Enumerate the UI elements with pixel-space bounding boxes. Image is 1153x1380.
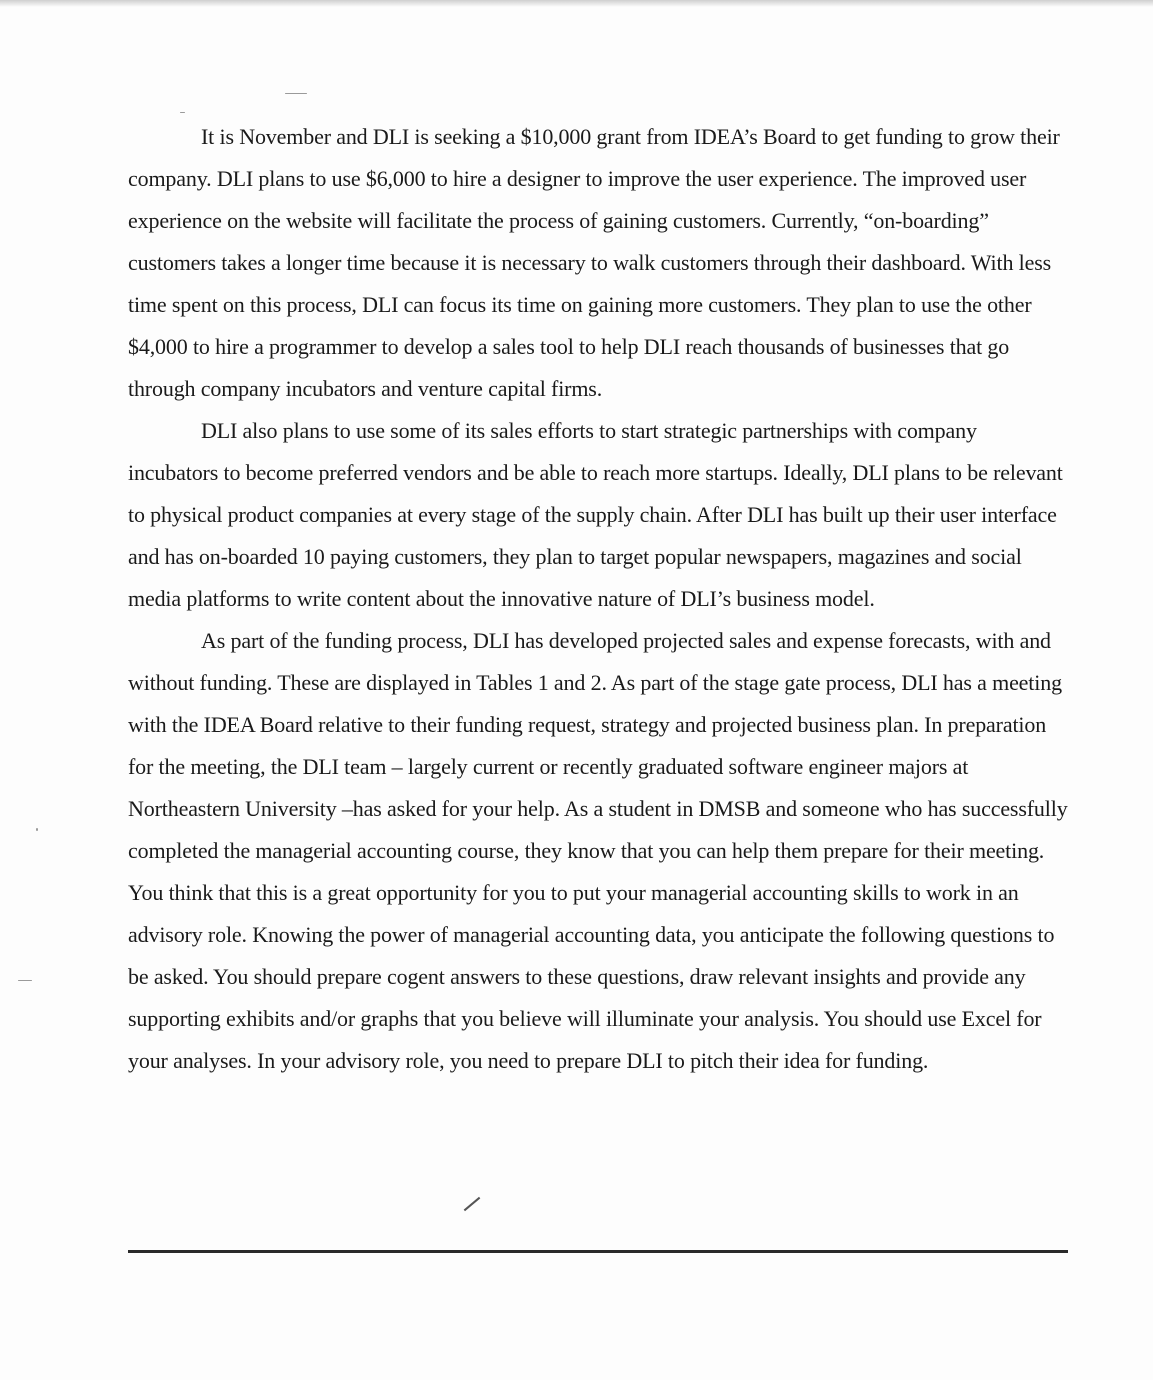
- paragraph-funding-process: As part of the funding process, DLI has developed projected sales and expense forecasts, with and without funding. These are displayed in Tables 1 and 2. As part of the stage gate process, DLI has a meeting with the IDEA Board relative to their funding request, strategy and projected business plan. In preparation for the meeting, the DLI team – largely current or recently graduated software engineer majors at Northeastern University –has asked for your help. As a student in DMSB and someone who has successfully completed the managerial accounting course, they know that you can help them prepare for their meeting. You think that this is a great opportunity for you to put your managerial accounting skills to work in an advisory role. Knowing the power of managerial accounting data, you anticipate the following questions to be asked. You should prepare cogent answers to these questions, draw relevant insights and provide any supporting exhibits and/or graphs that you believe will illuminate your analysis. You should use Excel for your analyses. In your advisory role, you need to prepare DLI to pitch their idea for funding.: [128, 628, 1068, 1073]
- paragraph-strategic-plans: DLI also plans to use some of its sales efforts to start strategic partnerships with company incubators to become preferred vendors and be able to reach more startups. Ideally, DLI plans to be relevant to physical product companies at every stage of the supply chain. After DLI has built up their user interface and has on-boarded 10 paying customers, they plan to target popular newspapers, magazines and social media platforms to write content about the innovative nature of DLI’s business model.: [128, 418, 1063, 611]
- paragraph-funding-request: It is November and DLI is seeking a $10,000 grant from IDEA’s Board to get funding to grow their company. DLI plans to use $6,000 to hire a designer to improve the user experience. The improved user experience on the website will facilitate the process of gaining customers. Currently, “on-boarding” customers takes a longer time because it is necessary to walk customers through their dashboard. With less time spent on this process, DLI can focus its time on gaining more customers. They plan to use the other $4,000 to hire a programmer to develop a sales tool to help DLI reach thousands of businesses that go through company incubators and venture capital firms.: [128, 124, 1060, 401]
- scan-top-edge: [0, 0, 1153, 7]
- scan-speck: [18, 980, 32, 981]
- scan-speck: [285, 93, 307, 94]
- scan-speck: [36, 828, 38, 831]
- document-body: [128, 116, 1068, 1082]
- bottom-rule: [128, 1250, 1068, 1253]
- scan-speck: [180, 112, 185, 113]
- pen-mark: [464, 1197, 481, 1211]
